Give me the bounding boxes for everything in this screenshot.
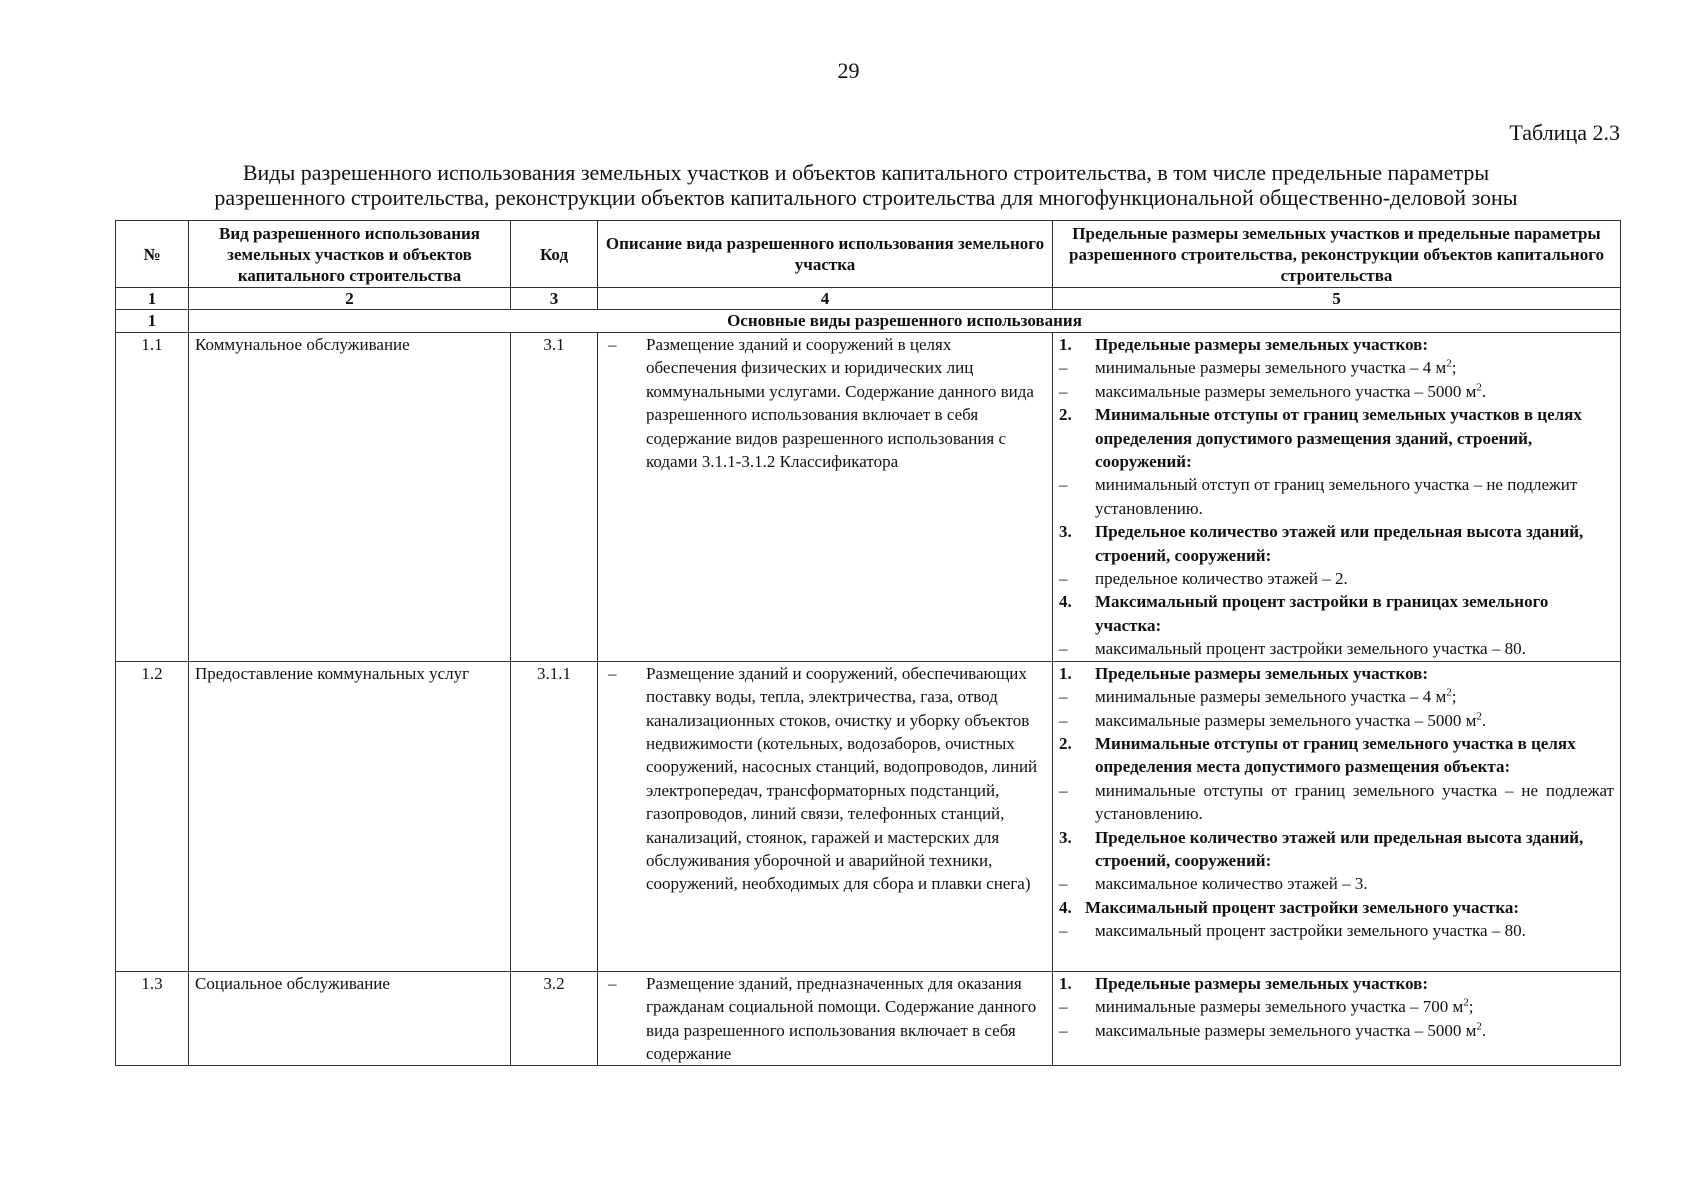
- row-parameters: [1053, 333, 1621, 662]
- title-line-1: Виды разрешенного использования земельных участков и объектов капитального строительства, в том числе предельные параметры: [242, 160, 1490, 185]
- title-line-2: разрешенного строительства, реконструкции объектов капитального строительства для многофункциональной общественно-деловой зоны: [214, 185, 1518, 210]
- description-dash: –: [608, 663, 617, 683]
- table-row: [116, 661, 1621, 971]
- land-use-table: [115, 220, 1621, 1066]
- table-row: [116, 971, 1621, 1066]
- column-number: 2: [189, 288, 511, 310]
- param-item: – минимальные размеры земельного участка – 4 $м^2$;: [1059, 357, 1457, 378]
- description-text: Размещение зданий и сооружений, обеспечивающих поставку воды, тепла, электричества, газа, отвод канализационных стоков, очистку и уборку объектов недвижимости (котельных, водозаборов, очистных сооружений, насосных станций, водопроводов, линий электропередач, трансформаторных подстанций, газопроводов, линий связи, телефонных станций, канализаций, стоянок, гаражей и мастерских для обслуживания уборочной и аварийной техники, сооружений, необходимых для сбора и плавки снега): [646, 663, 1038, 894]
- description-text: Размещение зданий и сооружений в целях обеспечения физических и юридических лиц коммунальными услугами. Содержание данного вида разрешенного использования включает в себя содержание видов разрешенного использования с кодами 3.1.1-3.1.2 Классификатора: [646, 335, 1034, 472]
- param-heading: 2. Минимальные отступы от границ земельных участков в целях определения допустимого размещения зданий, строений, сооружений:: [1059, 405, 1582, 472]
- row-number: 1.3: [116, 971, 189, 1066]
- param-item: – максимальное количество этажей – 3.: [1059, 874, 1368, 894]
- section-number: 1: [116, 310, 189, 333]
- row-parameters: [1053, 971, 1621, 1066]
- row-use-type: Социальное обслуживание: [189, 971, 511, 1066]
- param-item: – максимальные размеры земельного участка – 5000 $м^2$.: [1059, 381, 1487, 401]
- column-number: 3: [511, 288, 598, 310]
- row-description: [598, 971, 1053, 1066]
- column-number: 1: [116, 288, 189, 310]
- param-item: – минимальные размеры земельного участка – 700 $м^2$;: [1059, 996, 1474, 1017]
- row-use-type: Коммунальное обслуживание: [189, 333, 511, 662]
- header-number: №: [116, 221, 189, 288]
- row-code: 3.1: [511, 333, 598, 662]
- column-number: 5: [1053, 288, 1621, 310]
- row-code: 3.1.1: [511, 661, 598, 971]
- param-heading: 3. Предельное количество этажей или предельная высота зданий, строений, сооружений:: [1059, 522, 1584, 565]
- param-item: – минимальные размеры земельного участка – 4 $м^2$;: [1059, 686, 1457, 707]
- description-text: Размещение зданий, предназначенных для оказания гражданам социальной помощи. Содержание данного вида разрешенного использования включает в себя содержание: [646, 973, 1037, 1063]
- page-number: 29: [837, 58, 860, 83]
- table-title: [116, 160, 1616, 210]
- description-dash: –: [608, 973, 617, 993]
- row-description: [598, 661, 1053, 971]
- row-parameters: [1053, 661, 1621, 971]
- param-item: – максимальный процент застройки земельного участка – 80.: [1059, 921, 1526, 941]
- param-heading: 1. Предельные размеры земельных участков:: [1059, 663, 1429, 683]
- section-row: [116, 310, 1621, 333]
- section-title: Основные виды разрешенного использования: [189, 310, 1621, 333]
- row-number: 1.1: [116, 333, 189, 662]
- table-label: Таблица 2.3: [1509, 120, 1620, 145]
- param-item: – максимальные размеры земельного участка – 5000 $м^2$.: [1059, 1019, 1487, 1040]
- param-heading: 4. Максимальный процент застройки в границах земельного участка:: [1059, 592, 1549, 635]
- param-item: – предельное количество этажей – 2.: [1059, 569, 1348, 589]
- row-number: 1.2: [116, 661, 189, 971]
- header-code: Код: [511, 221, 598, 288]
- header-parameters: Предельные размеры земельных участков и предельные параметры разрешенного строительства, реконструкции объектов капитального строительства: [1053, 221, 1621, 288]
- param-heading: 1. Предельные размеры земельных участков:: [1059, 335, 1429, 354]
- column-number-row: [116, 288, 1621, 310]
- column-number: 4: [598, 288, 1053, 310]
- param-heading: 1. Предельные размеры земельных участков:: [1059, 973, 1429, 993]
- param-heading: 4. Максимальный процент застройки земельного участка:: [1059, 897, 1520, 917]
- param-heading: 2. Минимальные отступы от границ земельного участка в целях определения места допустимого размещения объекта:: [1059, 733, 1576, 777]
- row-use-type: Предоставление коммунальных услуг: [189, 661, 511, 971]
- param-item: – максимальные размеры земельного участка – 5000 $м^2$.: [1059, 709, 1487, 730]
- description-dash: –: [608, 335, 617, 354]
- header-description: Описание вида разрешенного использования земельного участка: [598, 221, 1053, 288]
- header-row: [116, 221, 1621, 288]
- param-heading: 3. Предельное количество этажей или предельная высота зданий, строений, сооружений:: [1059, 827, 1584, 870]
- row-description: [598, 333, 1053, 662]
- table-row: [116, 333, 1621, 662]
- header-use-type: Вид разрешенного использования земельных участков и объектов капитального строительства: [189, 221, 511, 288]
- param-item: – минимальные отступы от границ земельного участка – не подлежат установлению.: [1059, 780, 1614, 824]
- param-item: – максимальный процент застройки земельного участка – 80.: [1059, 639, 1526, 659]
- row-code: 3.2: [511, 971, 598, 1066]
- param-item: – минимальный отступ от границ земельного участка – не подлежит установлению.: [1059, 475, 1578, 518]
